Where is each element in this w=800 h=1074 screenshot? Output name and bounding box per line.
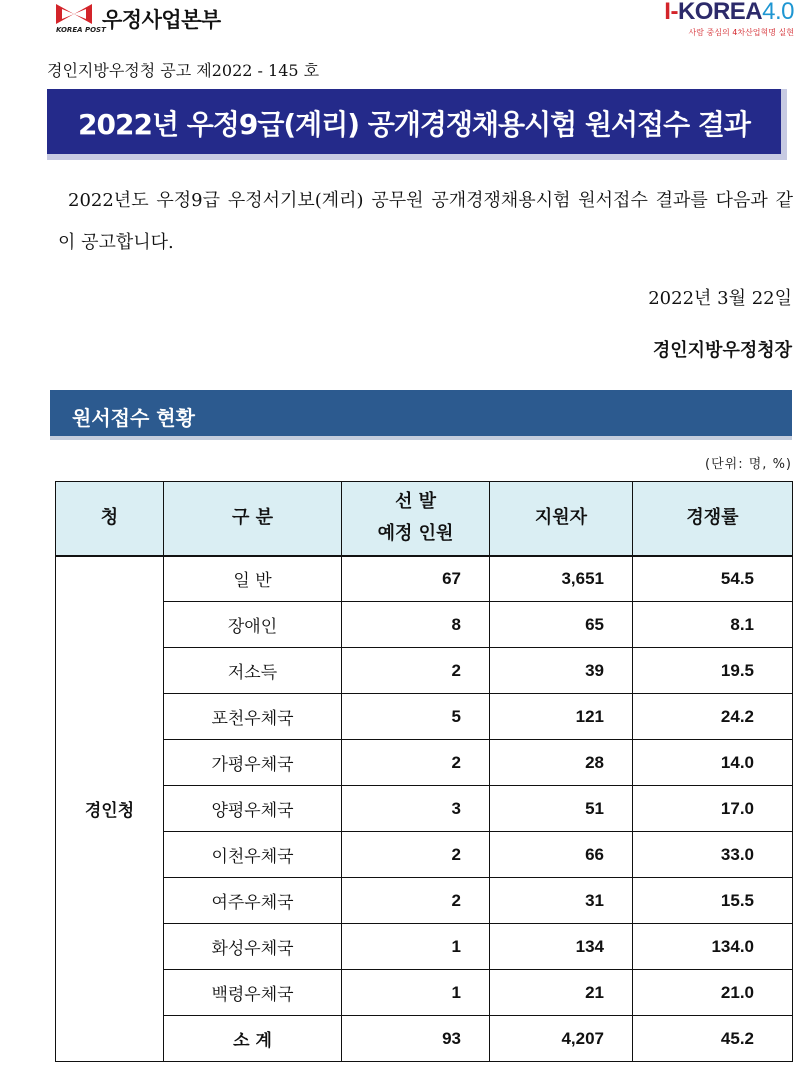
section-title: 원서접수 현황 [72, 406, 195, 430]
planned-cell: 8 [342, 602, 490, 648]
subtotal-row [56, 1016, 793, 1062]
subtotal-planned: 93 [342, 1016, 490, 1062]
header-planned [342, 482, 490, 556]
brand-main: KOREA [677, 0, 763, 25]
org-name: 우정사업본부 [102, 8, 221, 32]
brand-version: 4.0 [762, 0, 794, 25]
subtotal-rate: 45.2 [633, 1016, 793, 1062]
korea-post-label: KOREA POST [56, 26, 106, 34]
category-cell: 장애인 [164, 602, 342, 648]
category-cell: 일 반 [164, 556, 342, 602]
table-row [56, 602, 793, 648]
header-applicants: 지원자 [490, 482, 633, 556]
table-body [56, 556, 793, 1062]
header-rate: 경쟁률 [633, 482, 793, 556]
notice-date: 2022년 3월 22일 [648, 288, 792, 309]
applicants-cell: 21 [490, 970, 633, 1016]
applicants-cell: 134 [490, 924, 633, 970]
planned-cell: 2 [342, 832, 490, 878]
applicants-cell: 3,651 [490, 556, 633, 602]
header-category: 구 분 [164, 482, 342, 556]
rate-cell: 24.2 [633, 694, 793, 740]
unit-label: (단위: 명, %) [705, 457, 792, 472]
applicants-cell: 66 [490, 832, 633, 878]
table-row [56, 556, 793, 602]
planned-cell: 3 [342, 786, 490, 832]
category-cell: 포천우체국 [164, 694, 342, 740]
category-cell: 백령우체국 [164, 970, 342, 1016]
category-cell: 가평우체국 [164, 740, 342, 786]
table-header-row [56, 482, 793, 556]
rate-cell: 33.0 [633, 832, 793, 878]
planned-cell: 2 [342, 740, 490, 786]
planned-cell: 1 [342, 970, 490, 1016]
agency-cell: 경인청 [56, 556, 164, 1062]
category-cell: 여주우체국 [164, 878, 342, 924]
rate-cell: 8.1 [633, 602, 793, 648]
subtotal-label: 소 계 [164, 1016, 342, 1062]
notice-title-banner [47, 89, 787, 160]
table-row [56, 786, 793, 832]
applicants-cell: 121 [490, 694, 633, 740]
i-korea-logo [644, 0, 794, 40]
table-row [56, 878, 793, 924]
korea-post-logo [52, 2, 232, 38]
header-planned-line2: 예정 인원 [377, 523, 454, 545]
table-row [56, 832, 793, 878]
korea-post-emblem-icon [52, 2, 98, 28]
results-table [55, 481, 793, 1062]
subtotal-applicants: 4,207 [490, 1016, 633, 1062]
rate-cell: 15.5 [633, 878, 793, 924]
planned-cell: 67 [342, 556, 490, 602]
applicants-cell: 31 [490, 878, 633, 924]
rate-cell: 14.0 [633, 740, 793, 786]
rate-cell: 17.0 [633, 786, 793, 832]
applicants-cell: 65 [490, 602, 633, 648]
table-row [56, 924, 793, 970]
header-agency: 청 [56, 482, 164, 556]
rate-cell: 19.5 [633, 648, 793, 694]
planned-cell: 5 [342, 694, 490, 740]
rate-cell: 134.0 [633, 924, 793, 970]
table-row [56, 970, 793, 1016]
rate-cell: 54.5 [633, 556, 793, 602]
table-row [56, 648, 793, 694]
brand-slogan: 사람 중심의 4차산업혁명 실현 [688, 28, 794, 37]
category-cell: 이천우체국 [164, 832, 342, 878]
category-cell: 양평우체국 [164, 786, 342, 832]
notice-body: 2022년도 우정9급 우정서기보(계리) 공무원 공개경쟁채용시험 원서접수 결과를 다음과 같이 공고합니다. [58, 190, 793, 253]
notice-signer: 경인지방우정청장 [652, 340, 792, 361]
planned-cell: 1 [342, 924, 490, 970]
header-planned-line1: 선 발 [394, 491, 437, 513]
planned-cell: 2 [342, 878, 490, 924]
brand-i: I- [664, 0, 678, 25]
notice-number: 경인지방우정청 공고 제2022 - 145 호 [47, 61, 320, 80]
rate-cell: 21.0 [633, 970, 793, 1016]
table-row [56, 740, 793, 786]
applicants-cell: 51 [490, 786, 633, 832]
section-header [50, 390, 792, 440]
category-cell: 저소득 [164, 648, 342, 694]
planned-cell: 2 [342, 648, 490, 694]
applicants-cell: 39 [490, 648, 633, 694]
applicants-cell: 28 [490, 740, 633, 786]
notice-title: 2022년 우정9급(계리) 공개경쟁채용시험 원서접수 결과 [78, 108, 750, 141]
table-row [56, 694, 793, 740]
category-cell: 화성우체국 [164, 924, 342, 970]
